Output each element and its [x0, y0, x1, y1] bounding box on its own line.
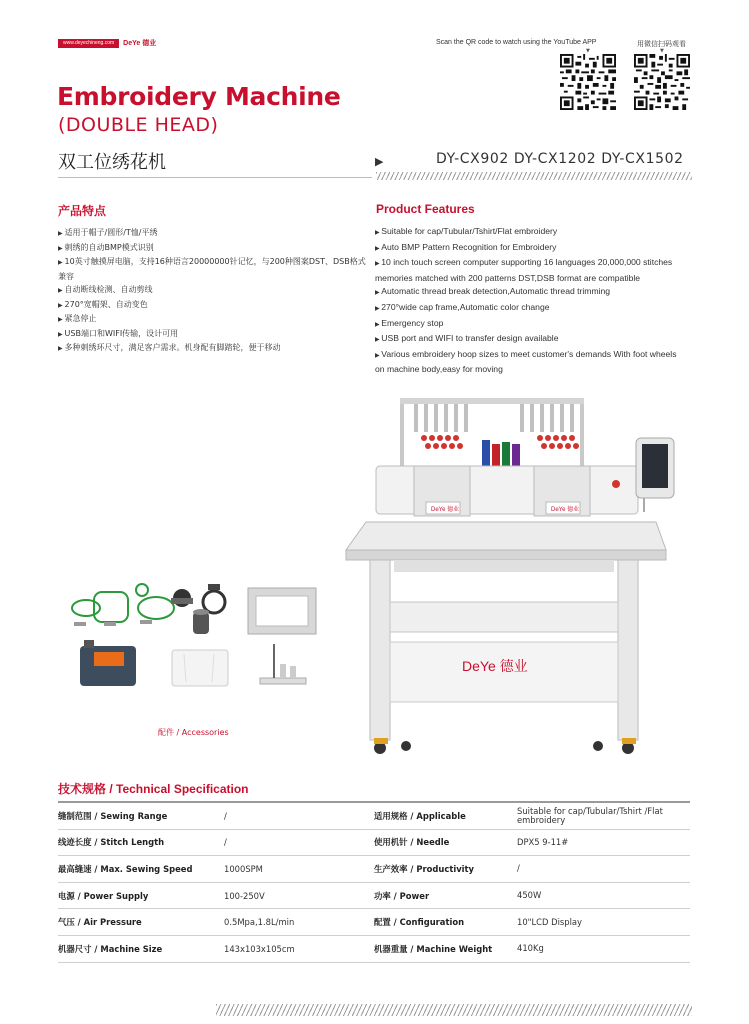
triangle-right-icon: ▶ [375, 261, 382, 268]
spec-table [58, 803, 690, 963]
youtube-qr-code[interactable] [560, 54, 616, 110]
spec-label: 气压 / Air Pressure [58, 917, 142, 928]
wechat-qr-code[interactable] [634, 54, 690, 110]
feature-item: ▶ USB端口和WIFI传输，设计可用 [58, 328, 179, 338]
features-list-en [375, 225, 685, 377]
triangle-right-icon: ▶ [58, 316, 65, 323]
feature-item: ▶ Emergency stop [375, 317, 444, 328]
spec-label: 机器重量 / Machine Weight [374, 943, 493, 954]
spec-row [58, 936, 690, 963]
page-title: Embroidery Machine [57, 82, 341, 111]
spec-value: 410Kg [517, 943, 544, 954]
spec-value: DPX5 9-11# [517, 836, 569, 847]
spec-value: 1000SPM [224, 863, 263, 874]
spec-value: 10"LCD Display [517, 916, 583, 927]
spec-label: 配置 / Configuration [374, 917, 465, 928]
touchscreen-icon [636, 438, 674, 512]
spec-value: Suitable for cap/Tubular/Tshirt /Flat embroidery [517, 805, 663, 825]
embroidery-hoops-icon [72, 584, 174, 622]
spec-row [58, 803, 690, 830]
machine-image [344, 392, 689, 760]
feature-item: ▶ Auto BMP Pattern Recognition for Embroidery [375, 241, 557, 252]
spec-heading-cn: 技术规格 [58, 782, 107, 796]
spec-label: 电源 / Power Supply [58, 890, 149, 901]
triangle-right-icon: ▶ [58, 230, 65, 237]
wechat-qr-caption: 用微信扫码观看 [637, 41, 686, 48]
feature-item: ▶ 270°wide cap frame,Automatic color change [375, 301, 550, 312]
triangle-right-icon: ▶ [375, 155, 384, 168]
feature-item: ▶ USB port and WIFI to transfer design available [375, 333, 559, 344]
hatch-decoration [376, 172, 692, 180]
features-heading-cn: 产品特点 [58, 204, 107, 218]
svg-text:DeYe 德业: DeYe 德业 [431, 507, 460, 513]
spec-label: 使用机针 / Needle [374, 837, 450, 848]
spec-label: 功率 / Power [374, 890, 430, 901]
spec-label: 最高缝速 / Max. Sewing Speed [58, 863, 193, 874]
accessories-caption: 配件 / Accessories [158, 728, 229, 737]
spec-label: 机器尺寸 / Machine Size [58, 943, 163, 954]
feature-item: ▶ 270°宽帽架、自动变色 [58, 299, 148, 309]
triangle-right-icon: ▶ [375, 337, 382, 344]
triangle-right-icon: ▶ [375, 352, 382, 359]
machine-logo: DeYe 德业 [462, 658, 528, 674]
youtube-qr-caption: Scan the QR code to watch using the YouTube APP [436, 39, 597, 46]
triangle-right-icon: ▶ [58, 259, 65, 266]
thread-stand-icon [260, 644, 306, 684]
feature-item: ▶ 紧急停止 [58, 314, 97, 323]
down-arrow-icon: ▼ [586, 48, 590, 54]
spec-label: 缝制范围 / Sewing Range [58, 810, 168, 821]
triangle-right-icon: ▶ [375, 321, 382, 328]
spec-value: / [517, 863, 520, 874]
spec-value: / [224, 810, 227, 821]
spec-value: 143x103x105cm [224, 943, 295, 954]
spec-label: 线迹长度 / Stitch Length [58, 837, 165, 848]
features-list-cn [58, 226, 368, 356]
flat-frame-icon [248, 588, 316, 634]
feature-item: ▶ 10 inch touch screen computer supporting 16 languages 20,000,000 stitches memories matched with 200 patterns DST,DSB format are compatible [375, 257, 673, 283]
toolbox-icon [80, 640, 136, 686]
feature-item: ▶ Automatic thread break detection,Automatic thread trimming [375, 286, 611, 297]
brand-logo: DeYe 德业 [123, 40, 157, 47]
cap-frame-parts-icon [171, 584, 225, 634]
model-numbers: DY-CX902 DY-CX1202 DY-CX1502 [436, 151, 684, 167]
brand-bar [58, 38, 156, 48]
feature-item: ▶ 自动断线检测、自动剪线 [58, 285, 153, 294]
brand-url[interactable]: www.deyechineng.com [58, 39, 119, 48]
clear-plate-icon [172, 650, 228, 686]
triangle-right-icon: ▶ [58, 345, 65, 352]
down-arrow-icon: ▼ [660, 48, 664, 54]
svg-text:DeYe 德业: DeYe 德业 [551, 507, 580, 513]
spec-label: 生产效率 / Productivity [374, 863, 475, 874]
spec-value: 100-250V [224, 890, 265, 901]
spec-value: / [224, 837, 227, 848]
feature-item: ▶ 多种刺绣环尺寸，满足客户需求。机身配有脚踏轮，便于移动 [58, 343, 281, 352]
triangle-right-icon: ▶ [58, 287, 65, 294]
features-heading-en: Product Features [376, 202, 475, 216]
feature-item: ▶ 适用于帽子/圆形/T恤/平绣 [58, 228, 158, 237]
hatch-decoration-bottom [216, 1004, 692, 1016]
triangle-right-icon: ▶ [58, 330, 65, 338]
triangle-right-icon: ▶ [58, 244, 65, 252]
feature-item: ▶ 刺绣的自动BMP模式识别 [58, 242, 154, 252]
feature-item: ▶ Various embroidery hoop sizes to meet customer's demands With foot wheels on machine body,easy for moving [375, 348, 677, 375]
spec-row [58, 830, 690, 857]
title-divider [58, 177, 372, 178]
spec-value: 450W [517, 890, 542, 901]
triangle-right-icon: ▶ [58, 301, 65, 309]
spec-row [58, 856, 690, 883]
triangle-right-icon: ▶ [375, 290, 382, 297]
page-subtitle: (DOUBLE HEAD) [58, 114, 219, 136]
accessories-image [64, 578, 324, 698]
spec-value: 0.5Mpa,1.8L/min [224, 917, 295, 928]
spec-label: 适用规格 / Applicable [374, 810, 466, 821]
spec-heading [58, 780, 249, 797]
triangle-right-icon: ▶ [375, 245, 382, 252]
feature-item: ▶ Suitable for cap/Tubular/Tshirt/Flat embroidery [375, 226, 558, 236]
feature-item: ▶ 10英寸触摸屏电脑，支持16种语言20000000针记忆，与200种图案DST、DSB格式兼容 [58, 257, 366, 281]
spec-heading-en: / Technical Specification [106, 782, 249, 796]
spec-row [58, 883, 690, 910]
page-title-chinese: 双工位绣花机 [58, 152, 166, 173]
spec-row [58, 909, 690, 936]
triangle-right-icon: ▶ [375, 305, 382, 312]
triangle-right-icon: ▶ [375, 230, 382, 236]
